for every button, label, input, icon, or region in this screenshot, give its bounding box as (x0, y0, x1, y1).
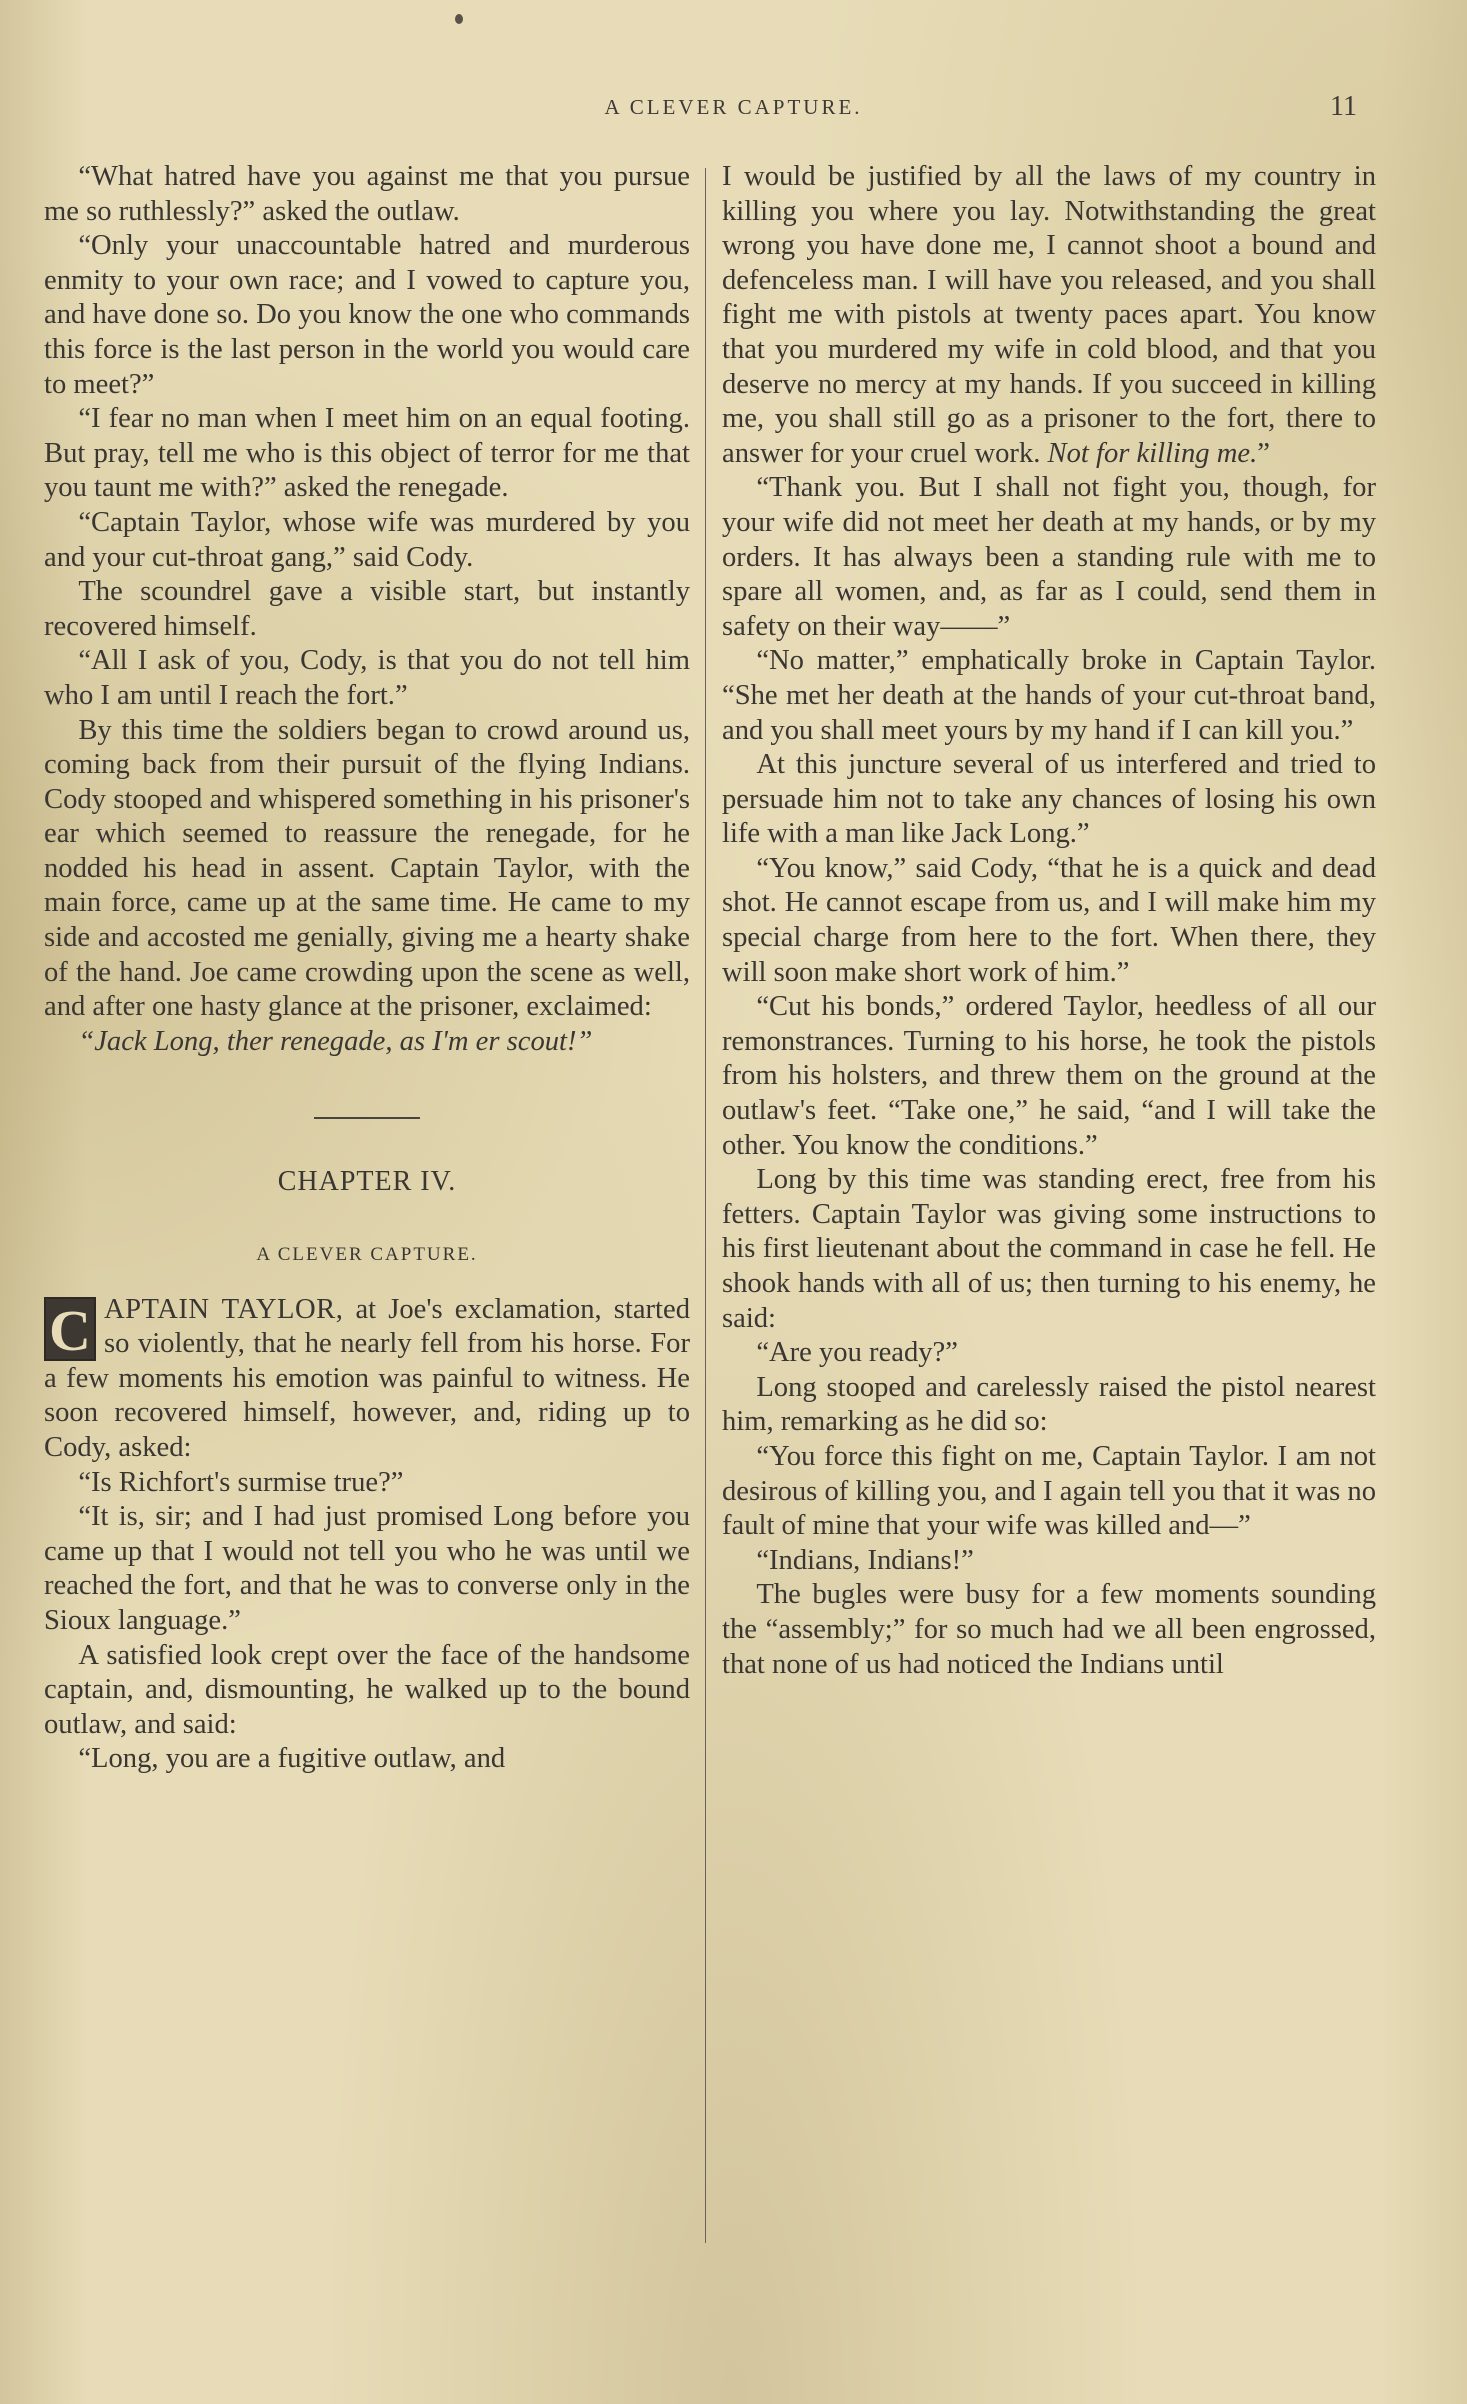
paragraph: “You know,” said Cody, “that he is a quick and dead shot. He cannot escape from us, and I will make him my special charge from here to the fort. When there, they will soon make short work of him.” (722, 852, 1376, 988)
chapter-title: CHAPTER IV. (277, 1166, 457, 1198)
opening-text: at Joe's exclamation, started so violently, that he nearly fell from his horse. For a few moments his emotion was painful to witness. He soon recovered himself, however, and, riding up to Cody, asked: (44, 1293, 690, 1463)
opening-caps: APTAIN TAYLOR, (104, 1293, 344, 1325)
chapter-subtitle: A CLEVER CAPTURE. (256, 1244, 478, 1266)
paragraph: The bugles were busy for a few moments sounding the “assembly;” for so much had we all been engrossed, that none of us had noticed the Indians until (722, 1579, 1376, 1680)
paragraph-italic (44, 1025, 690, 1060)
ink-dot (455, 14, 463, 24)
paragraph: The scoundrel gave a visible start, but instantly recovered himself. (44, 576, 690, 642)
page-number: 11 (1330, 91, 1357, 122)
paragraph: “Captain Taylor, whose wife was murdered by you and your cut-throat gang,” said Cody. (44, 506, 690, 573)
opening-paragraph (44, 1293, 690, 1466)
paragraph: “Are you ready?” (756, 1337, 958, 1369)
paragraph: Long stooped and carelessly raised the pistol nearest him, remarking as he did so: (722, 1371, 1376, 1438)
paragraph: “No matter,” emphatically broke in Captain Taylor. “She met her death at the hands of your cut-throat band, and you shall meet yours by my hand if I can kill you.” (722, 645, 1376, 746)
paragraph: A satisfied look crept over the face of the handsome captain, and, dismounting, he walked up to the bound outlaw, and said: (44, 1639, 690, 1740)
paragraph-text: I would be justified by all the laws of my country in killing you where you lay. Notwithstanding the great wrong you have done me, I cannot shoot a bound and defenceless man. I will have you released, and you shall fight me with pistols at twenty paces apart. You know that you murdered my wife in cold blood, and that you deserve no mercy at my hands. If you succeed in killing me, you shall still go as a prisoner to the fort, there to answer for your cruel work. (722, 161, 1376, 469)
paragraph: “Thank you. But I shall not fight you, though, for your wife did not meet her death at my hands, or by my orders. It has always been a standing rule with me to spare all women, and, as far as I could, send them in safety on their way——” (722, 472, 1376, 642)
paragraph: By this time the soldiers began to crowd around us, coming back from their pursuit of the flying Indians. Cody stooped and whispered something in his prisoner's ear which seemed to reassure the renegade, for he nodded his head in assent. Captain Taylor, with the main force, came up at the same time. He came to my side and accosted me genially, giving me a hearty shake of the hand. Joe came crowding upon the scene as well, and after one hasty glance at the prisoner, exclaimed: (44, 714, 690, 1023)
paragraph: “Long, you are a fugitive outlaw, and (78, 1743, 506, 1775)
right-column (722, 160, 1376, 1682)
paragraph: “Is Richfort's surmise true?” (78, 1466, 404, 1498)
italic-text: Not for killing me. (1047, 437, 1258, 469)
section-divider (314, 1117, 420, 1119)
left-column (44, 160, 690, 1777)
paragraph: “What hatred have you against me that you pursue me so ruthlessly?” asked the outlaw. (44, 161, 690, 227)
drop-cap: C (44, 1297, 96, 1361)
paragraph-continued (722, 160, 1376, 471)
running-title: A CLEVER CAPTURE. (604, 95, 863, 119)
paragraph: “Cut his bonds,” ordered Taylor, heedless of all our remonstrances. Turning to his horse, he took the pistols from his holsters, and threw them on the ground at the outlaw's feet. “Take one,” he said, “and I will take the other. You know the conditions.” (722, 991, 1376, 1161)
closing-quote: ” (1257, 437, 1270, 469)
dialect-quote: “Jack Long, ther renegade, as I'm er scout!” (78, 1025, 593, 1057)
paragraph: “Indians, Indians!” (756, 1544, 974, 1576)
running-header (0, 91, 1467, 125)
paragraph: “I fear no man when I meet him on an equal footing. But pray, tell me who is this object of terror for me that you taunt me with?” asked the renegade. (44, 403, 690, 504)
paragraph: “All I ask of you, Cody, is that you do not tell him who I am until I reach the fort.” (44, 645, 690, 711)
paragraph: At this juncture several of us interfered and tried to persuade him not to take any chances of losing his own life with a man like Jack Long.” (722, 749, 1376, 850)
paragraph: Long by this time was standing erect, free from his fetters. Captain Taylor was giving some instructions to his first lieutenant about the command in case he fell. He shook hands with all of us; then turning to his enemy, he said: (722, 1164, 1376, 1334)
column-rule (705, 168, 706, 2243)
paragraph: “You force this fight on me, Captain Taylor. I am not desirous of killing you, and I again tell you that it was no fault of mine that your wife was killed and—” (722, 1440, 1376, 1542)
paragraph: “It is, sir; and I had just promised Long before you came up that I would not tell you who he was until we reached the fort, and that he was to converse only in the Sioux language.” (44, 1501, 690, 1636)
paragraph: “Only your unaccountable hatred and murderous enmity to your own race; and I vowed to capture you, and have done so. Do you know the one who commands this force is the last person in the world you would care to meet?” (44, 230, 690, 400)
